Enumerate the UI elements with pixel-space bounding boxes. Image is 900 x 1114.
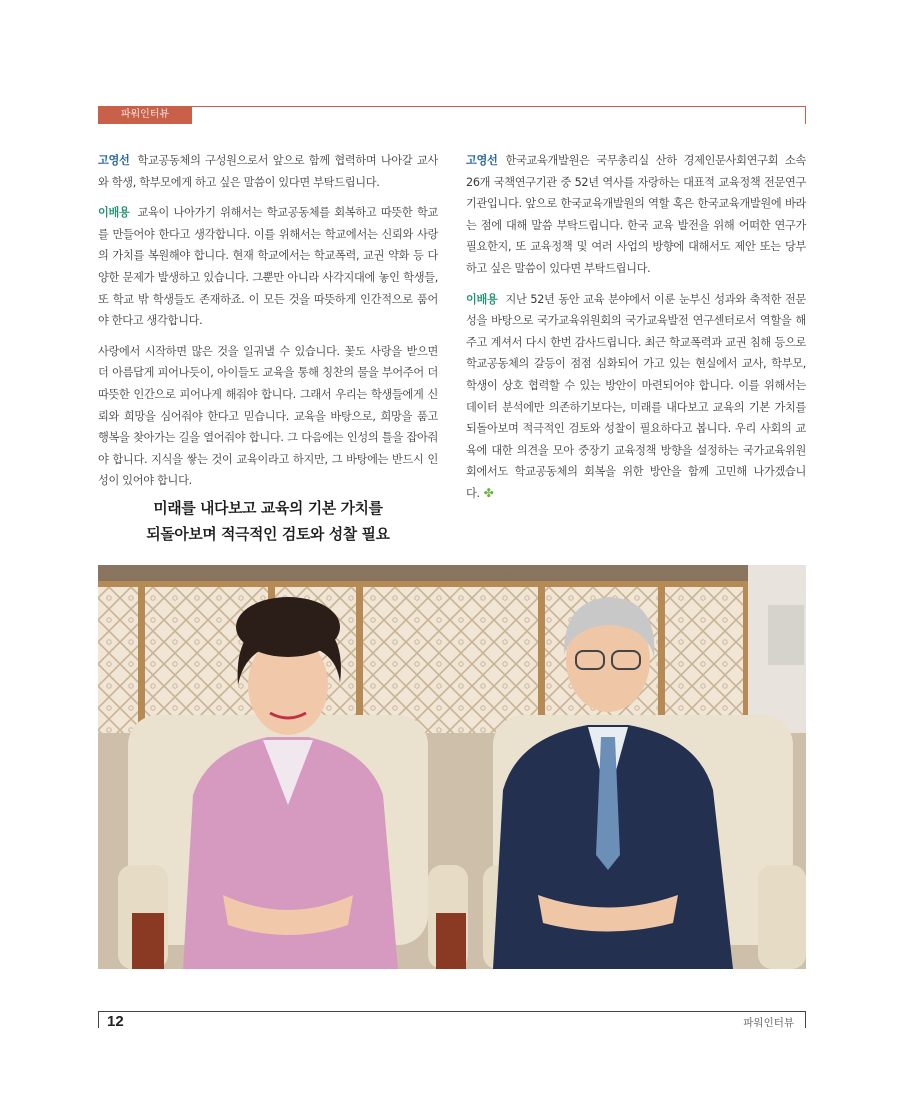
- footer-section-title: 파워인터뷰: [743, 1017, 794, 1029]
- speaker-name: 이배용: [466, 292, 498, 306]
- footer-rule-tick: [98, 1011, 99, 1028]
- left-column: [98, 150, 438, 501]
- pull-quote: [98, 496, 438, 548]
- interview-photo: [98, 565, 806, 969]
- interview-paragraph: [98, 341, 438, 492]
- speaker-name: 이배용: [98, 206, 130, 220]
- clover-icon: ✤: [483, 485, 494, 500]
- paragraph-text: 지난 52년 동안 교육 분야에서 이룬 눈부신 성과와 축적한 전문성을 바탕으로 국가교육위원회의 국가교육발전 연구센터로서 역할을 해주고 계셔서 다시 한번 감사드립니다. 최근 학교폭력과 교권 침해 등으로 학교공동체의 갈등이 점점 심화되어 가고 있는 현실에서 교사, 학부모, 학생이 상호 협력할 수 있는 방안이 마련되어야 합니다. 이를 위해서는 데이터 분석에만 의존하기보다는, 미래를 내다보고 교육의 기본 가치를 되돌아보며 적극적인 검토와 성찰이 필요하다고 봅니다. 우리 사회의 교육에 대한 의견을 모아 중장기 교육정책 방향을 설정하는 국가교육위원회에서도 학교공동체의 회복을 위한 방안을 함께 고민해 나가겠습니다.: [466, 292, 806, 500]
- section-header: [98, 106, 806, 124]
- interview-paragraph: [98, 202, 438, 332]
- interview-paragraph: [98, 150, 438, 193]
- pull-quote-line: 되돌아보며 적극적인 검토와 성찰 필요: [146, 526, 390, 543]
- pull-quote-line: 미래를 내다보고 교육의 기본 가치를: [153, 500, 383, 517]
- paragraph-text: 사랑에서 시작하면 많은 것을 일궈낼 수 있습니다. 꽃도 사랑을 받으면 더 아름답게 피어나듯이, 아이들도 교육을 통해 칭찬의 물을 부어주어 더 따뜻한 인간으로 피어나게 해줘야 합니다. 그래서 우리는 학생들에게 신뢰와 희망을 심어줘야 한다고 믿습니다. 교육을 바탕으로, 희망을 품고 행복을 찾아가는 길을 열어줘야 합니다. 그 다음에는 인성의 틀을 잡아줘야 합니다. 지식을 쌓는 것이 교육이라고 하지만, 그 바탕에는 반드시 인성이 있어야 합니다.: [98, 344, 438, 488]
- header-rule-end: [805, 106, 806, 124]
- paragraph-text: 학교공동체의 구성원으로서 앞으로 함께 협력하며 나아갈 교사와 학생, 학부모에게 하고 싶은 말씀이 있다면 부탁드립니다.: [98, 154, 438, 189]
- section-tag: 파워인터뷰: [98, 106, 192, 124]
- footer-rule: [98, 1011, 806, 1012]
- page-footer: [98, 1011, 806, 1031]
- interview-paragraph: [466, 289, 806, 505]
- footer-rule-tick: [805, 1011, 806, 1028]
- right-column: [466, 150, 806, 514]
- speaker-name: 고영선: [98, 154, 130, 167]
- speaker-name: 고영선: [466, 154, 498, 167]
- paragraph-text: 교육이 나아가기 위해서는 학교공동체를 회복하고 따뜻한 학교를 만들어야 한다고 생각합니다. 이를 위해서는 학교에서는 신뢰와 사랑의 가치를 복원해야 합니다. 현재 학교에서는 학교폭력, 교권 약화 등 다양한 문제가 발생하고 있습니다. 그뿐만 아니라 사각지대에 놓인 학생들, 또 학교 밖 학생들도 존재하죠. 이 모든 것을 따뜻하게 인간적으로 품어야 한다고 생각합니다.: [98, 206, 438, 328]
- header-rule: [98, 106, 806, 107]
- paragraph-text: 한국교육개발원은 국무총리실 산하 경제인문사회연구회 소속 26개 국책연구기관 중 52년 역사를 자랑하는 대표적 교육정책 전문연구기관입니다. 앞으로 한국교육개발원의 역할 혹은 한국교육개발원에 바라는 점에 대해 말씀 부탁드립니다. 한국 교육 발전을 위해 어떠한 연구가 필요한지, 또 교육정책 및 여러 사업의 방향에 대해서도 제안 또는 당부하고 싶은 말씀이 있다면 부탁드립니다.: [466, 154, 806, 275]
- interview-paragraph: [466, 150, 806, 280]
- page-number: 12: [107, 1013, 124, 1030]
